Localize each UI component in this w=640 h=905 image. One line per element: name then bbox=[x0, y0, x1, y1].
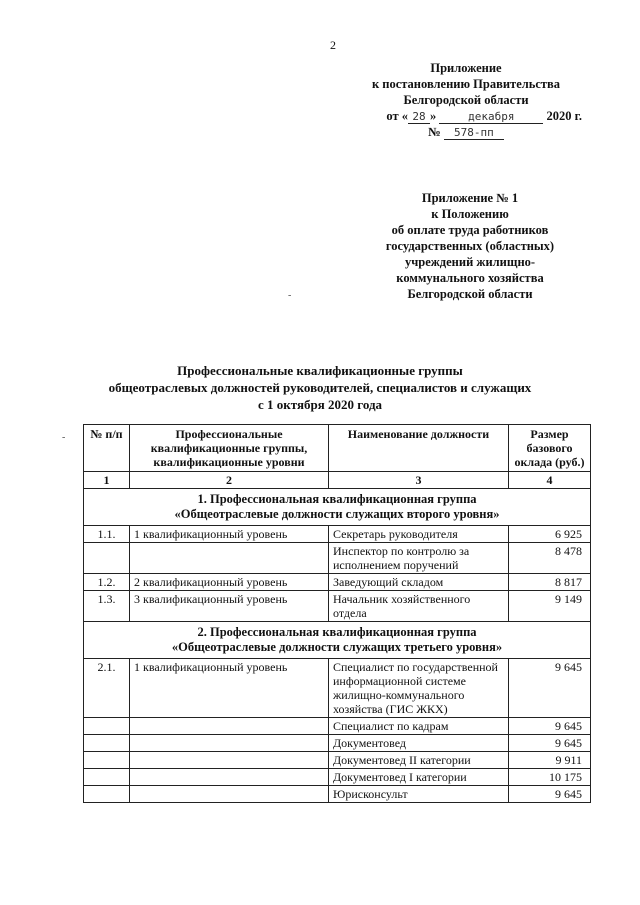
row-position: Юрисконсульт bbox=[329, 786, 509, 803]
appendix-1-line: Приложение № 1 bbox=[421, 191, 519, 205]
row-salary: 6 925 bbox=[509, 526, 591, 543]
column-number: 4 bbox=[509, 472, 591, 489]
group-heading-line: 2. Профессиональная квалификационная группа bbox=[197, 625, 477, 639]
appendix-1-line: к Положению bbox=[431, 207, 509, 221]
salary-table bbox=[83, 424, 591, 803]
table-row bbox=[84, 526, 591, 543]
appendix-1-line: Белгородской области bbox=[407, 287, 533, 301]
row-salary: 9 645 bbox=[509, 735, 591, 752]
row-number: 1.2. bbox=[84, 574, 130, 591]
column-number-row bbox=[84, 472, 591, 489]
row-position: Заведующий складом bbox=[329, 574, 509, 591]
row-number: 2.1. bbox=[84, 659, 130, 718]
row-salary: 9 645 bbox=[509, 718, 591, 735]
row-level bbox=[130, 735, 329, 752]
title-line: Профессиональные квалификационные группы bbox=[177, 363, 463, 378]
group-heading-row bbox=[84, 489, 591, 526]
header-appendix bbox=[350, 60, 582, 140]
number-prefix: № bbox=[428, 125, 441, 139]
row-position: Начальник хозяйственного отдела bbox=[329, 591, 509, 622]
header-cell-number: № п/п bbox=[84, 425, 130, 472]
row-salary: 8 478 bbox=[509, 543, 591, 574]
row-level: 3 квалификационный уровень bbox=[130, 591, 329, 622]
date-month: декабря bbox=[439, 110, 543, 124]
table-row bbox=[84, 591, 591, 622]
appendix-date-line bbox=[350, 108, 582, 124]
row-position: Документовед I категории bbox=[329, 769, 509, 786]
table-row bbox=[84, 543, 591, 574]
number-value: 578-пп bbox=[444, 126, 504, 140]
group-heading-line: 1. Профессиональная квалификационная группа bbox=[197, 492, 477, 506]
appendix-1-line: учреждений жилищно- bbox=[404, 255, 536, 269]
scan-mark: - bbox=[62, 432, 66, 443]
row-number: 1.3. bbox=[84, 591, 130, 622]
row-position: Документовед II категории bbox=[329, 752, 509, 769]
table-row bbox=[84, 718, 591, 735]
row-level: 1 квалификационный уровень bbox=[130, 526, 329, 543]
column-number: 2 bbox=[130, 472, 329, 489]
row-level bbox=[130, 769, 329, 786]
header-cell-position: Наименование должности bbox=[329, 425, 509, 472]
row-position: Специалист по кадрам bbox=[329, 718, 509, 735]
date-year: 2020 г. bbox=[546, 109, 582, 123]
row-position: Секретарь руководителя bbox=[329, 526, 509, 543]
table-row bbox=[84, 752, 591, 769]
group-heading bbox=[84, 489, 591, 526]
row-level bbox=[130, 543, 329, 574]
appendix-number-line bbox=[350, 124, 582, 140]
appendix-line: к постановлению Правительства bbox=[371, 77, 561, 91]
row-number: 1.1. bbox=[84, 526, 130, 543]
row-number bbox=[84, 718, 130, 735]
row-salary: 9 645 bbox=[509, 786, 591, 803]
group-heading-line: «Общеотраслевые должности служащих третьего уровня» bbox=[171, 640, 503, 654]
page-number: 2 bbox=[330, 38, 336, 52]
row-salary: 9 149 bbox=[509, 591, 591, 622]
date-day: 28 bbox=[408, 110, 430, 124]
appendix-1-line: об оплате труда работников bbox=[391, 223, 549, 237]
table-row bbox=[84, 786, 591, 803]
header-cell-salary: Размер базового оклада (руб.) bbox=[509, 425, 591, 472]
appendix-line: Белгородской области bbox=[403, 93, 529, 107]
group-heading bbox=[84, 622, 591, 659]
row-level bbox=[130, 718, 329, 735]
table-row bbox=[84, 659, 591, 718]
row-level: 2 квалификационный уровень bbox=[130, 574, 329, 591]
group-heading-row bbox=[84, 622, 591, 659]
row-salary: 10 175 bbox=[509, 769, 591, 786]
table-row bbox=[84, 769, 591, 786]
appendix-1-line: коммунального хозяйства bbox=[396, 271, 544, 285]
row-level: 1 квалификационный уровень bbox=[130, 659, 329, 718]
title-line: общеотраслевых должностей руководителей, специалистов и служащих bbox=[108, 380, 532, 395]
row-number bbox=[84, 786, 130, 803]
row-salary: 9 911 bbox=[509, 752, 591, 769]
row-salary: 8 817 bbox=[509, 574, 591, 591]
row-level bbox=[130, 786, 329, 803]
date-prefix: от « bbox=[386, 109, 408, 123]
date-mid: » bbox=[429, 109, 437, 123]
appendix-1-line: государственных (областных) bbox=[385, 239, 555, 253]
row-position: Документовед bbox=[329, 735, 509, 752]
appendix-1-block bbox=[345, 190, 595, 302]
table-header-row bbox=[84, 425, 591, 472]
document-title bbox=[80, 362, 560, 413]
group-heading-line: «Общеотраслевые должности служащих второго уровня» bbox=[174, 507, 500, 521]
row-position: Инспектор по контролю за исполнением поручений bbox=[329, 543, 509, 574]
row-salary: 9 645 bbox=[509, 659, 591, 718]
column-number: 3 bbox=[329, 472, 509, 489]
row-number bbox=[84, 735, 130, 752]
row-number bbox=[84, 769, 130, 786]
table-row bbox=[84, 735, 591, 752]
row-number bbox=[84, 752, 130, 769]
header-cell-groups: Профессиональные квалификационные группы, квалификационные уровни bbox=[130, 425, 329, 472]
table-row bbox=[84, 574, 591, 591]
scan-mark: - bbox=[288, 290, 292, 301]
column-number: 1 bbox=[84, 472, 130, 489]
title-line: с 1 октября 2020 года bbox=[257, 397, 383, 412]
row-level bbox=[130, 752, 329, 769]
appendix-line: Приложение bbox=[430, 61, 502, 75]
row-position: Специалист по государственной информационной системе жилищно-коммунального хозяйства (ГИС ЖКХ) bbox=[329, 659, 509, 718]
row-number bbox=[84, 543, 130, 574]
